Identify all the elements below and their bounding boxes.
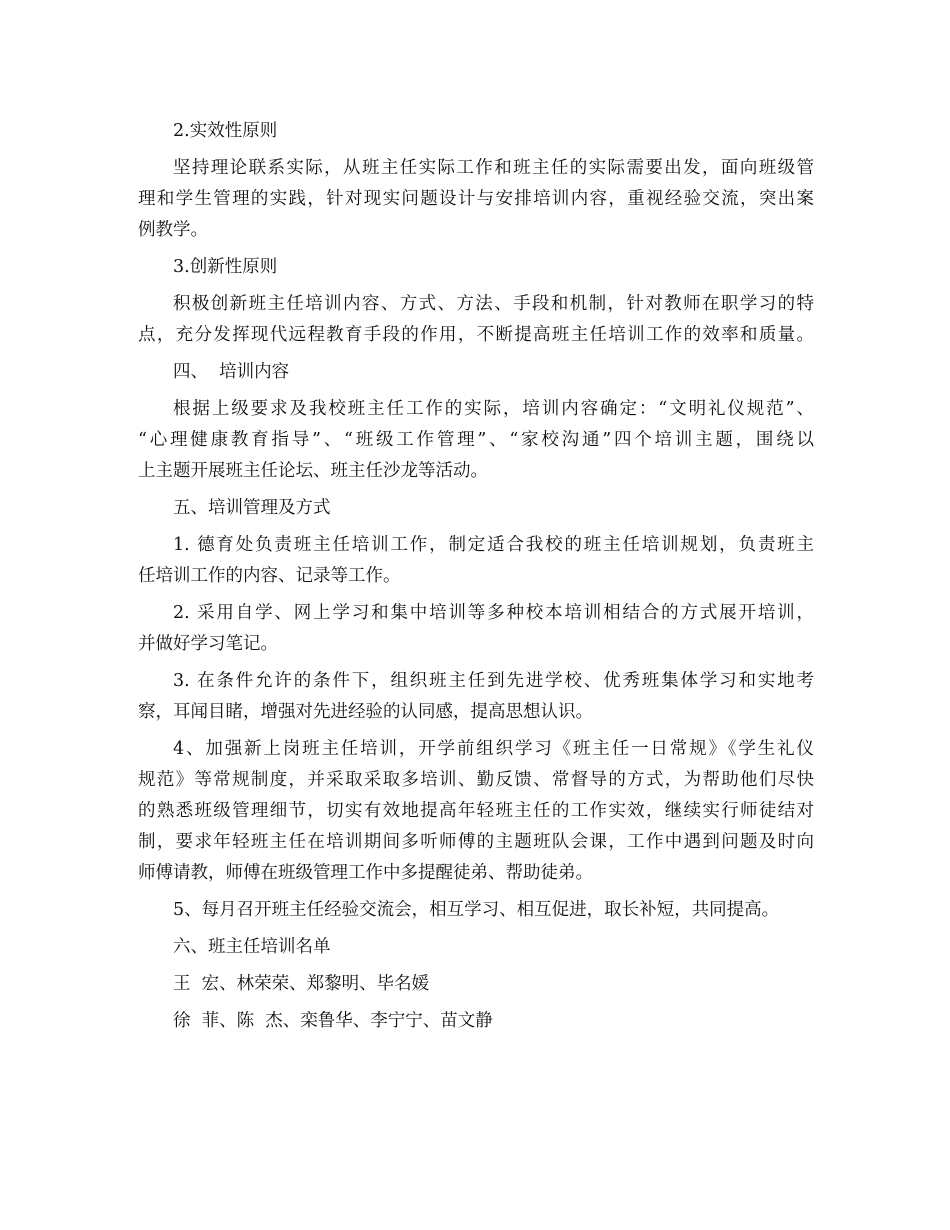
- name-list-line: 王 宏、林荣荣、郑黎明、毕名媛: [173, 974, 430, 994]
- list-item-line: 1. 德育处负责班主任培训工作，制定适合我校的班主任培训规划，负责班主: [173, 535, 814, 555]
- paragraph-line: 理和学生管理的实践，针对现实问题设计与安排培训内容，重视经验交流，突出案: [138, 189, 814, 209]
- section-heading-trainee-list: 六、班主任培训名单: [173, 937, 331, 957]
- heading-innovation-principle: 3.创新性原则: [173, 257, 278, 277]
- section-heading-management-methods: 五、培训管理及方式: [173, 498, 331, 518]
- paragraph-line: “心理健康教育指导”、“班级工作管理”、“家校沟通”四个培训主题，围绕以: [138, 430, 814, 450]
- paragraph-line: 例教学。: [138, 220, 208, 240]
- paragraph-line: 根据上级要求及我校班主任工作的实际，培训内容确定：“文明礼仪规范”、: [173, 399, 814, 419]
- list-item-line: 的熟悉班级管理细节，切实有效地提高年轻班主任的工作实效，继续实行师徒结对: [138, 801, 814, 821]
- list-item-line: 察，耳闻目睹，增强对先进经验的认同感，提高思想认识。: [138, 702, 593, 722]
- paragraph-line: 上主题开展班主任论坛、班主任沙龙等活动。: [138, 461, 488, 481]
- list-item-line: 3. 在条件允许的条件下，组织班主任到先进学校、优秀班集体学习和实地考: [173, 671, 814, 691]
- list-item-line: 2. 采用自学、网上学习和集中培训等多种校本培训相结合的方式展开培训，: [173, 603, 814, 623]
- list-item-line: 任培训工作的内容、记录等工作。: [138, 566, 401, 586]
- list-item-line: 并做好学习笔记。: [138, 634, 278, 654]
- paragraph-line: 积极创新班主任培训内容、方式、方法、手段和机制，针对教师在职学习的特: [173, 294, 814, 314]
- list-item-line: 5、每月召开班主任经验交流会，相互学习、相互促进，取长补短，共同提高。: [173, 900, 780, 920]
- paragraph-line: 坚持理论联系实际，从班主任实际工作和班主任的实际需要出发，面向班级管: [173, 158, 814, 178]
- paragraph-line: 点，充分发挥现代远程教育手段的作用，不断提高班主任培训工作的效率和质量。: [138, 325, 814, 345]
- name-list-line: 徐 菲、陈 杰、栾鲁华、李宁宁、苗文静: [173, 1011, 493, 1031]
- list-item-line: 规范》等常规制度，并采取采取多培训、勤反馈、常督导的方式，为帮助他们尽快: [138, 770, 814, 790]
- list-item-line: 制，要求年轻班主任在培训期间多听师傅的主题班队会课，工作中遇到问题及时向: [138, 832, 814, 852]
- heading-effectiveness-principle: 2.实效性原则: [173, 121, 278, 141]
- document-body: [138, 116, 814, 1037]
- list-item-line: 4、加强新上岗班主任培训，开学前组织学习《班主任一日常规》《学生礼仪: [173, 739, 814, 759]
- list-item-line: 师傅请教，师傅在班级管理工作中多提醒徒弟、帮助徒弟。: [138, 863, 593, 883]
- section-heading-training-content: 四、 培训内容: [173, 362, 290, 382]
